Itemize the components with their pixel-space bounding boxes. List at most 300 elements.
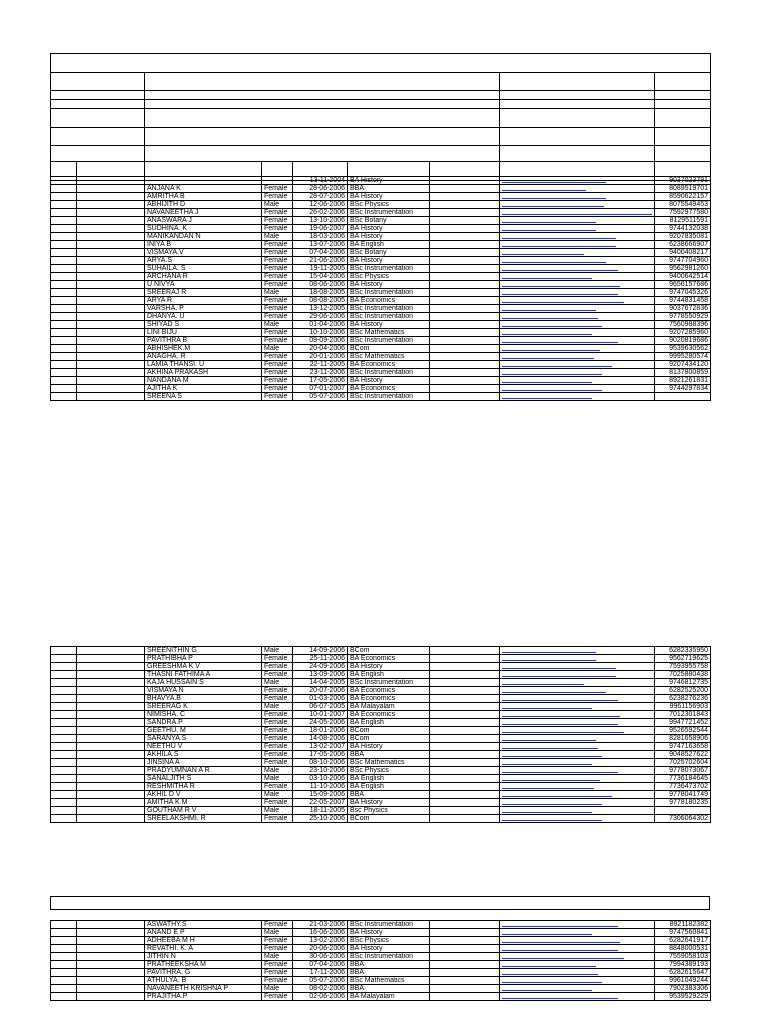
blank-cell[interactable] — [51, 377, 77, 385]
email-link-underline[interactable] — [502, 668, 616, 669]
blank-cell[interactable] — [51, 767, 77, 775]
course-cell[interactable]: BSc Physics — [348, 273, 430, 281]
blank-cell[interactable] — [430, 241, 500, 249]
dob-cell[interactable]: 14-09-2006 — [293, 647, 348, 655]
blank-cell[interactable] — [51, 201, 77, 209]
dob-cell[interactable]: 08-08-2005 — [293, 297, 348, 305]
blank-cell[interactable] — [430, 687, 500, 695]
blank-cell[interactable] — [430, 807, 500, 815]
course-cell[interactable]: BBA — [348, 751, 430, 759]
gender-cell[interactable]: Female — [262, 945, 293, 953]
blank-cell[interactable] — [77, 953, 145, 961]
phone-cell[interactable]: 9562981260 — [655, 265, 711, 273]
blank-cell[interactable] — [77, 977, 145, 985]
student-name[interactable]: LINI BIJU — [145, 329, 262, 337]
email-link-underline[interactable] — [502, 326, 602, 327]
dob-cell[interactable]: 11-10-2006 — [293, 783, 348, 791]
blank-cell[interactable] — [77, 185, 145, 193]
blank-cell[interactable] — [430, 695, 500, 703]
email-link-underline[interactable] — [502, 780, 600, 781]
course-cell[interactable]: Bsc Physics — [348, 807, 430, 815]
course-cell[interactable]: BA History — [348, 193, 430, 201]
blank-cell[interactable] — [430, 711, 500, 719]
blank-cell[interactable] — [77, 385, 145, 393]
email-link-underline[interactable] — [502, 966, 596, 967]
student-name[interactable]: GEETHU. M — [145, 727, 262, 735]
blank-cell[interactable] — [430, 671, 500, 679]
email-cell[interactable] — [500, 193, 655, 201]
gender-cell[interactable]: Female — [262, 655, 293, 663]
blank-cell[interactable] — [77, 361, 145, 369]
course-cell[interactable]: BCom — [348, 647, 430, 655]
gender-cell[interactable]: Female — [262, 385, 293, 393]
blank-cell[interactable] — [51, 961, 77, 969]
phone-cell[interactable]: 8590622157 — [655, 193, 711, 201]
dob-cell[interactable]: 19-11-2005 — [293, 265, 348, 273]
course-cell[interactable]: BSc Physics — [348, 937, 430, 945]
email-link-underline[interactable] — [502, 310, 596, 311]
gender-cell[interactable]: Female — [262, 353, 293, 361]
course-cell[interactable]: BSc Botany — [348, 217, 430, 225]
gender-cell[interactable]: Female — [262, 209, 293, 217]
gender-cell[interactable]: Female — [262, 783, 293, 791]
dob-cell[interactable]: 23-10-2006 — [293, 767, 348, 775]
email-cell[interactable] — [500, 385, 655, 393]
course-cell[interactable]: BSc Instrumentation — [348, 921, 430, 929]
blank-cell[interactable] — [77, 663, 145, 671]
dob-cell[interactable]: 29-06-2006 — [293, 313, 348, 321]
blank-cell[interactable] — [51, 937, 77, 945]
blank-cell[interactable] — [430, 985, 500, 993]
dob-cell[interactable]: 20-07-2006 — [293, 687, 348, 695]
blank-cell[interactable] — [430, 249, 500, 257]
phone-cell[interactable]: 6238666907 — [655, 241, 711, 249]
student-name[interactable]: PRADYUMNAN A R — [145, 767, 262, 775]
blank-cell[interactable] — [77, 377, 145, 385]
email-cell[interactable] — [500, 337, 655, 345]
blank-cell[interactable] — [51, 783, 77, 791]
dob-cell[interactable]: 17-05-2006 — [293, 377, 348, 385]
blank-cell[interactable] — [430, 719, 500, 727]
email-link-underline[interactable] — [502, 700, 618, 701]
email-link-underline[interactable] — [502, 398, 592, 399]
course-cell[interactable]: BA History — [348, 743, 430, 751]
email-link-underline[interactable] — [502, 804, 602, 805]
email-link-underline[interactable] — [502, 772, 618, 773]
blank-cell[interactable] — [51, 727, 77, 735]
gender-cell[interactable]: Male — [262, 321, 293, 329]
dob-cell[interactable]: 26-02-2006 — [293, 209, 348, 217]
blank-cell[interactable] — [77, 961, 145, 969]
email-cell[interactable] — [500, 695, 655, 703]
email-link-underline[interactable] — [502, 294, 618, 295]
email-cell[interactable] — [500, 807, 655, 815]
email-link-underline[interactable] — [502, 358, 594, 359]
blank-cell[interactable] — [430, 953, 500, 961]
email-link-underline[interactable] — [502, 950, 618, 951]
blank-cell[interactable] — [430, 775, 500, 783]
student-name[interactable]: SARANYA S — [145, 735, 262, 743]
student-name[interactable]: GOUTHAM R V — [145, 807, 262, 815]
phone-cell[interactable]: 9778073067 — [655, 767, 711, 775]
email-link-underline[interactable] — [502, 998, 618, 999]
email-link-underline[interactable] — [502, 796, 612, 797]
student-name[interactable]: SREERAJ R — [145, 289, 262, 297]
blank-cell[interactable] — [51, 369, 77, 377]
gender-cell[interactable]: Male — [262, 289, 293, 297]
dob-cell[interactable]: 13-02-2007 — [293, 743, 348, 751]
email-cell[interactable] — [500, 679, 655, 687]
blank-cell[interactable] — [77, 969, 145, 977]
blank-cell[interactable] — [77, 751, 145, 759]
blank-cell[interactable] — [77, 209, 145, 217]
student-name[interactable]: DHANYA. U — [145, 313, 262, 321]
email-link-underline[interactable] — [502, 366, 612, 367]
phone-cell[interactable]: 9207285960 — [655, 329, 711, 337]
gender-cell[interactable]: Female — [262, 719, 293, 727]
dob-cell[interactable]: 20-04-2006 — [293, 345, 348, 353]
blank-cell[interactable] — [51, 945, 77, 953]
blank-cell[interactable] — [77, 945, 145, 953]
blank-cell[interactable] — [77, 297, 145, 305]
student-name[interactable]: AMITHA K M — [145, 799, 262, 807]
course-cell[interactable]: BSc Instrumentation — [348, 337, 430, 345]
blank-cell[interactable] — [77, 719, 145, 727]
course-cell[interactable]: BBA — [348, 791, 430, 799]
phone-cell[interactable]: 9747045326 — [655, 289, 711, 297]
dob-cell[interactable]: 30-06-2006 — [293, 953, 348, 961]
phone-cell[interactable]: 6282335950 — [655, 647, 711, 655]
email-cell[interactable] — [500, 759, 655, 767]
blank-cell[interactable] — [77, 743, 145, 751]
email-link-underline[interactable] — [502, 724, 618, 725]
blank-cell[interactable] — [51, 807, 77, 815]
student-name[interactable]: NAVANEETHA J — [145, 209, 262, 217]
dob-cell[interactable]: 14-04-2005 — [293, 679, 348, 687]
blank-cell[interactable] — [430, 297, 500, 305]
blank-cell[interactable] — [77, 337, 145, 345]
gender-cell[interactable]: Female — [262, 695, 293, 703]
blank-cell[interactable] — [51, 671, 77, 679]
blank-cell[interactable] — [430, 945, 500, 953]
student-name[interactable]: ANJANA K — [145, 185, 262, 193]
gender-cell[interactable]: Male — [262, 929, 293, 937]
blank-cell[interactable] — [51, 679, 77, 687]
blank-cell[interactable] — [77, 807, 145, 815]
email-cell[interactable] — [500, 775, 655, 783]
gender-cell[interactable]: Male — [262, 703, 293, 711]
blank-cell[interactable] — [51, 711, 77, 719]
blank-cell[interactable] — [77, 329, 145, 337]
blank-cell[interactable] — [77, 671, 145, 679]
course-cell[interactable]: BCom — [348, 345, 430, 353]
email-cell[interactable] — [500, 233, 655, 241]
student-name[interactable]: AKHIL D V — [145, 791, 262, 799]
blank-cell[interactable] — [430, 321, 500, 329]
blank-cell[interactable] — [77, 921, 145, 929]
gender-cell[interactable]: Female — [262, 305, 293, 313]
gender-cell[interactable]: Female — [262, 361, 293, 369]
gender-cell[interactable]: Female — [262, 225, 293, 233]
course-cell[interactable]: BCom — [348, 727, 430, 735]
gender-cell[interactable]: Male — [262, 775, 293, 783]
blank-cell[interactable] — [77, 273, 145, 281]
email-link-underline[interactable] — [502, 982, 602, 983]
blank-cell[interactable] — [430, 393, 500, 401]
student-name[interactable]: AKHINA PRAKASH — [145, 369, 262, 377]
email-cell[interactable] — [500, 297, 655, 305]
gender-cell[interactable]: Female — [262, 711, 293, 719]
phone-cell[interactable]: 7560988396 — [655, 321, 711, 329]
dob-cell[interactable]: 10-01-2007 — [293, 711, 348, 719]
course-cell[interactable]: BA Economics — [348, 361, 430, 369]
phone-cell[interactable]: 8848000531 — [655, 945, 711, 953]
dob-cell[interactable]: 24-05-2006 — [293, 719, 348, 727]
course-cell[interactable]: BSc Mathematics — [348, 977, 430, 985]
gender-cell[interactable]: Female — [262, 329, 293, 337]
course-cell[interactable]: BA History — [348, 225, 430, 233]
email-link-underline[interactable] — [502, 692, 606, 693]
dob-cell[interactable]: 13-10-2006 — [293, 217, 348, 225]
email-cell[interactable] — [500, 969, 655, 977]
phone-cell[interactable]: 9207835081 — [655, 233, 711, 241]
gender-cell[interactable]: Male — [262, 345, 293, 353]
email-link-underline[interactable] — [502, 708, 592, 709]
header-title-cell[interactable] — [51, 54, 711, 73]
student-name[interactable]: GREESHMA K V — [145, 663, 262, 671]
email-link-underline[interactable] — [502, 318, 598, 319]
blank-cell[interactable] — [51, 791, 77, 799]
email-cell[interactable] — [500, 313, 655, 321]
blank-cell[interactable] — [51, 217, 77, 225]
phone-cell[interactable] — [655, 807, 711, 815]
blank-cell[interactable] — [77, 799, 145, 807]
course-cell[interactable]: BCom — [348, 735, 430, 743]
email-cell[interactable] — [500, 345, 655, 353]
student-name[interactable]: KAJA HUSSAIN S — [145, 679, 262, 687]
blank-cell[interactable] — [430, 353, 500, 361]
blank-cell[interactable] — [77, 687, 145, 695]
blank-cell[interactable] — [77, 993, 145, 1001]
blank-cell[interactable] — [51, 735, 77, 743]
blank-cell[interactable] — [51, 695, 77, 703]
blank-cell[interactable] — [77, 201, 145, 209]
gender-cell[interactable]: Female — [262, 815, 293, 823]
gender-cell[interactable]: Female — [262, 257, 293, 265]
course-cell[interactable]: BA Economics — [348, 297, 430, 305]
blank-cell[interactable] — [77, 775, 145, 783]
dob-cell[interactable]: 13-02-2006 — [293, 937, 348, 945]
phone-cell[interactable]: 9747560841 — [655, 929, 711, 937]
email-link-underline[interactable] — [502, 990, 592, 991]
course-cell[interactable]: BA History — [348, 377, 430, 385]
blank-cell[interactable] — [51, 177, 77, 185]
student-name[interactable]: SHIYAD S — [145, 321, 262, 329]
gender-cell[interactable]: Female — [262, 313, 293, 321]
email-link-underline[interactable] — [502, 652, 596, 653]
blank-cell[interactable] — [430, 225, 500, 233]
student-name[interactable]: AKHILA.S — [145, 751, 262, 759]
blank-cell[interactable] — [51, 977, 77, 985]
email-link-underline[interactable] — [502, 214, 652, 215]
email-cell[interactable] — [500, 921, 655, 929]
phone-cell[interactable]: 9562719625 — [655, 655, 711, 663]
blank-cell[interactable] — [430, 937, 500, 945]
blank-cell[interactable] — [430, 993, 500, 1001]
blank-cell[interactable] — [430, 201, 500, 209]
dob-cell[interactable]: 13-07-2006 — [293, 241, 348, 249]
phone-cell[interactable]: 9778041749 — [655, 791, 711, 799]
course-cell[interactable]: BA Economics — [348, 687, 430, 695]
blank-cell[interactable] — [77, 305, 145, 313]
blank-cell[interactable] — [51, 321, 77, 329]
email-link-underline[interactable] — [502, 748, 598, 749]
student-name[interactable]: ANASWARA J — [145, 217, 262, 225]
email-link-underline[interactable] — [502, 302, 624, 303]
course-cell[interactable]: BSc Physics — [348, 201, 430, 209]
email-link-underline[interactable] — [502, 660, 596, 661]
blank-cell[interactable] — [51, 743, 77, 751]
email-link-underline[interactable] — [502, 206, 604, 207]
phone-cell[interactable]: 8137800859 — [655, 369, 711, 377]
email-cell[interactable] — [500, 177, 655, 185]
dob-cell[interactable]: 12-06-2006 — [293, 201, 348, 209]
email-link-underline[interactable] — [502, 286, 620, 287]
phone-cell[interactable]: 9656157686 — [655, 281, 711, 289]
phone-cell[interactable]: 7593955758 — [655, 663, 711, 671]
blank-cell[interactable] — [77, 711, 145, 719]
gender-cell[interactable]: Female — [262, 241, 293, 249]
dob-cell[interactable]: 25-10-2006 — [293, 815, 348, 823]
email-link-underline[interactable] — [502, 676, 616, 677]
gender-cell[interactable]: Female — [262, 393, 293, 401]
blank-cell[interactable] — [51, 985, 77, 993]
course-cell[interactable]: BSc Mathematics — [348, 329, 430, 337]
student-name[interactable]: PRAJITHA.P — [145, 993, 262, 1001]
blank-cell[interactable] — [77, 767, 145, 775]
course-cell[interactable]: BA History — [348, 321, 430, 329]
phone-cell[interactable]: 9746812735 — [655, 679, 711, 687]
email-link-underline[interactable] — [502, 182, 606, 183]
gender-cell[interactable]: Male — [262, 953, 293, 961]
blank-cell[interactable] — [77, 249, 145, 257]
section-divider-row[interactable] — [50, 896, 710, 910]
gender-cell[interactable]: Female — [262, 671, 293, 679]
student-name[interactable]: VISMAYA N — [145, 687, 262, 695]
course-cell[interactable]: BA Malayalam — [348, 703, 430, 711]
student-name[interactable]: ABHISHEK.M — [145, 345, 262, 353]
blank-cell[interactable] — [430, 233, 500, 241]
blank-cell[interactable] — [430, 655, 500, 663]
blank-cell[interactable] — [51, 775, 77, 783]
email-cell[interactable] — [500, 305, 655, 313]
gender-cell[interactable]: Female — [262, 185, 293, 193]
email-cell[interactable] — [500, 377, 655, 385]
course-cell[interactable]: BSc Instrumentation — [348, 393, 430, 401]
blank-cell[interactable] — [51, 233, 77, 241]
course-cell[interactable]: BBA — [348, 961, 430, 969]
blank-cell[interactable] — [430, 767, 500, 775]
email-cell[interactable] — [500, 655, 655, 663]
gender-cell[interactable]: Female — [262, 727, 293, 735]
blank-cell[interactable] — [51, 655, 77, 663]
phone-cell[interactable]: 9947721452 — [655, 719, 711, 727]
gender-cell[interactable]: Female — [262, 759, 293, 767]
dob-cell[interactable]: 20-06-2006 — [293, 945, 348, 953]
course-cell[interactable]: BA Malayalam — [348, 993, 430, 1001]
gender-cell[interactable]: Female — [262, 751, 293, 759]
blank-cell[interactable] — [430, 679, 500, 687]
course-cell[interactable]: BA History — [348, 799, 430, 807]
phone-cell[interactable]: 8089519701 — [655, 185, 711, 193]
email-link-underline[interactable] — [502, 934, 592, 935]
email-link-underline[interactable] — [502, 926, 618, 927]
student-name[interactable]: MANIKANDAN N — [145, 233, 262, 241]
blank-cell[interactable] — [77, 393, 145, 401]
blank-cell[interactable] — [51, 361, 77, 369]
blank-cell[interactable] — [51, 337, 77, 345]
email-cell[interactable] — [500, 743, 655, 751]
blank-cell[interactable] — [77, 313, 145, 321]
email-cell[interactable] — [500, 257, 655, 265]
phone-cell[interactable]: 7025880438 — [655, 671, 711, 679]
course-cell[interactable]: BSc Instrumentation — [348, 679, 430, 687]
gender-cell[interactable]: Male — [262, 985, 293, 993]
student-name[interactable]: SREENITHIN G — [145, 647, 262, 655]
student-name[interactable]: SREENA S — [145, 393, 262, 401]
blank-cell[interactable] — [77, 783, 145, 791]
email-cell[interactable] — [500, 361, 655, 369]
student-name[interactable]: BHAVYA.B — [145, 695, 262, 703]
course-cell[interactable]: BSc Instrumentation — [348, 209, 430, 217]
dob-cell[interactable]: 07-01-2007 — [293, 385, 348, 393]
email-link-underline[interactable] — [502, 334, 592, 335]
blank-cell[interactable] — [77, 369, 145, 377]
blank-cell[interactable] — [430, 273, 500, 281]
blank-cell[interactable] — [51, 799, 77, 807]
email-link-underline[interactable] — [502, 270, 618, 271]
gender-cell[interactable]: Female — [262, 337, 293, 345]
blank-cell[interactable] — [77, 647, 145, 655]
student-name[interactable]: NIMISHA. C — [145, 711, 262, 719]
student-name[interactable]: ARYA.S — [145, 257, 262, 265]
blank-cell[interactable] — [51, 759, 77, 767]
phone-cell[interactable]: 9400642514 — [655, 273, 711, 281]
blank-cell[interactable] — [430, 815, 500, 823]
blank-cell[interactable] — [430, 735, 500, 743]
email-link-underline[interactable] — [502, 740, 596, 741]
phone-cell[interactable]: 9744132038 — [655, 225, 711, 233]
blank-cell[interactable] — [430, 177, 500, 185]
student-name[interactable]: ANAGHA. R — [145, 353, 262, 361]
email-cell[interactable] — [500, 711, 655, 719]
course-cell[interactable]: BA English — [348, 783, 430, 791]
phone-cell[interactable]: 9995280574 — [655, 353, 711, 361]
blank-cell[interactable] — [51, 719, 77, 727]
blank-cell[interactable] — [430, 783, 500, 791]
phone-cell[interactable]: 7025702604 — [655, 759, 711, 767]
student-name[interactable]: INIYA B — [145, 241, 262, 249]
blank-cell[interactable] — [51, 193, 77, 201]
dob-cell[interactable]: 22-11-2005 — [293, 361, 348, 369]
phone-cell[interactable]: 6282641917 — [655, 937, 711, 945]
course-cell[interactable]: BSc Instrumentation — [348, 369, 430, 377]
blank-cell[interactable] — [77, 759, 145, 767]
blank-cell[interactable] — [51, 929, 77, 937]
student-name[interactable]: PRATHEEKSHA M — [145, 961, 262, 969]
blank-cell[interactable] — [77, 225, 145, 233]
student-name[interactable]: NAVANEETH KRISHNA P — [145, 985, 262, 993]
